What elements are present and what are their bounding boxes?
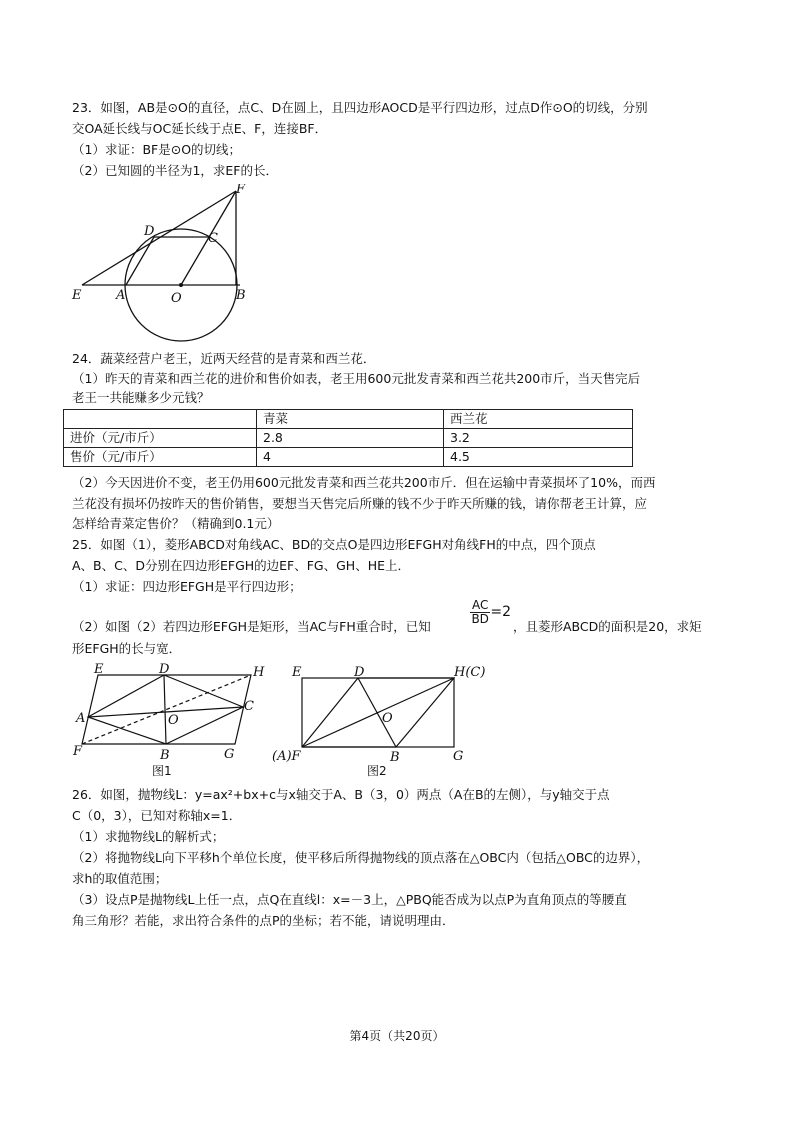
center-dot (179, 283, 183, 287)
fig2-caption: 图2 (367, 764, 387, 778)
diagonal-fh (82, 675, 251, 744)
fig2-label-o: O (382, 711, 393, 726)
fig1-label-c: C (244, 699, 254, 714)
diagonal-bd (164, 675, 166, 744)
table-cell: 4 (257, 448, 444, 467)
label-e: E (72, 288, 82, 303)
q25-part2-after: ，且菱形ABCD的面积是20，求矩 (513, 619, 702, 634)
q23-circle-figure (70, 184, 260, 344)
table-row (64, 429, 633, 448)
fig2-label-hc: H(C) (454, 665, 485, 680)
price-table (63, 409, 633, 467)
fig2-label-d: D (354, 665, 365, 680)
table-header-cell: 青菜 (257, 410, 444, 429)
q25-figure-2 (270, 662, 485, 780)
q26-part2-line2: 求h的取值范围； (72, 871, 168, 886)
q23-part1: （1）求证：BF是⊙O的切线； (72, 142, 242, 157)
q24-part2-line1: （2）今天因进价不变，老王仍用600元批发青菜和西兰花共200市斤．但在运输中青菜损坏了10%，而西 (72, 475, 656, 490)
q24-part1-line1: （1）昨天的青菜和西兰花的进价和售价如表，老王用600元批发青菜和西兰花共200市斤，当天售完后 (72, 371, 641, 386)
table-cell: 进价（元/市斤） (64, 429, 257, 448)
q26-part3-line1: （3）设点P是抛物线L上任一点，点Q在直线l：x=－3上，△PBQ能否成为以点P为直角顶点的等腰直 (72, 892, 627, 907)
table-row (64, 448, 633, 467)
fig2-label-e: E (292, 665, 302, 680)
q25-figure-1 (70, 662, 270, 780)
q25-part2-before: （2）如图（2）若四边形EFGH是矩形，当AC与FH重合时，已知 (72, 619, 431, 634)
q25-part2-line2: 形EFGH的长与宽． (72, 641, 182, 656)
q24-stem: 24．蔬菜经营户老王，近两天经营的是青菜和西兰花． (72, 351, 376, 366)
label-f: F (236, 184, 246, 197)
fraction-numerator: AC (472, 598, 489, 612)
fig2-label-af: (A)F (272, 749, 301, 764)
q24-part2-line3: 怎样给青菜定售价？（精确到0.1元） (72, 516, 280, 531)
table-cell: 售价（元/市斤） (64, 448, 257, 467)
fig2-label-g: G (453, 749, 464, 764)
q23-stem-line2: 交OA延长线与OC延长线于点E、F，连接BF． (72, 121, 328, 136)
ratio-fraction (470, 599, 511, 626)
fraction-equals: =2 (490, 604, 512, 620)
table-cell: 4.5 (444, 448, 633, 467)
page-footer: 第4页（共20页） (349, 1029, 445, 1043)
q23-part2: （2）已知圆的半径为1，求EF的长． (72, 163, 278, 178)
q26-part2-line1: （2）将抛物线L向下平移h个单位长度，使平移后所得抛物线的顶点落在△OBC内（包括△OBC的边界）， (72, 850, 650, 865)
table-header-cell (64, 410, 257, 429)
table-header-row (64, 410, 633, 429)
q25-part1: （1）求证：四边形EFGH是平行四边形； (72, 579, 302, 594)
q26-part1: （1）求抛物线L的解析式； (72, 829, 225, 844)
fig1-label-a: A (76, 711, 86, 726)
label-a: A (116, 288, 126, 303)
line-fh (302, 678, 454, 747)
fig1-label-d: D (159, 662, 170, 677)
q23-stem-line1: 23．如图，AB是⊙O的直径，点C、D在圆上，且四边形AOCD是平行四边形，过点D作⊙O的切线，分别 (72, 100, 648, 115)
q24-part2-line2: 兰花没有损坏仍按昨天的售价销售，要想当天售完后所赚的钱不少于昨天所赚的钱，请你帮老王计算，应 (72, 496, 648, 511)
q25-stem-line2: A、B、C、D分别在四边形EFGH的边EF、FG、GH、HE上． (72, 558, 411, 573)
q26-stem-line2: C（0，3），已知对称轴x=1． (72, 808, 242, 823)
q25-stem-line1: 25．如图（1），菱形ABCD对角线AC、BD的交点O是四边形EFGH对角线FH的中点，四个顶点 (72, 537, 596, 552)
fig1-label-g: G (224, 747, 235, 762)
fig1-label-f: F (73, 744, 83, 759)
q24-part1-line2: 老王一共能赚多少元钱？ (72, 390, 210, 405)
fig1-caption: 图1 (152, 764, 172, 778)
label-d: D (144, 224, 155, 239)
table-cell: 2.8 (257, 429, 444, 448)
fig2-label-b: B (390, 750, 400, 765)
fraction-denominator: BD (471, 612, 489, 626)
fig1-label-o: O (168, 713, 179, 728)
table-header-cell: 西兰花 (444, 410, 633, 429)
q26-stem-line1: 26．如图，抛物线L：y=ax²+bx+c与x轴交于A、B（3，0）两点（A在B的左侧），与y轴交于点 (72, 787, 610, 802)
label-b: B (236, 288, 246, 303)
table-cell: 3.2 (444, 429, 633, 448)
q26-part3-line2: 角三角形？若能，求出符合条件的点P的坐标；若不能，请说明理由． (72, 913, 455, 928)
label-o: O (171, 291, 182, 306)
fig1-label-h: H (253, 665, 265, 680)
fig1-label-b: B (160, 748, 170, 763)
fig1-label-e: E (94, 662, 104, 677)
label-c: C (208, 231, 218, 246)
